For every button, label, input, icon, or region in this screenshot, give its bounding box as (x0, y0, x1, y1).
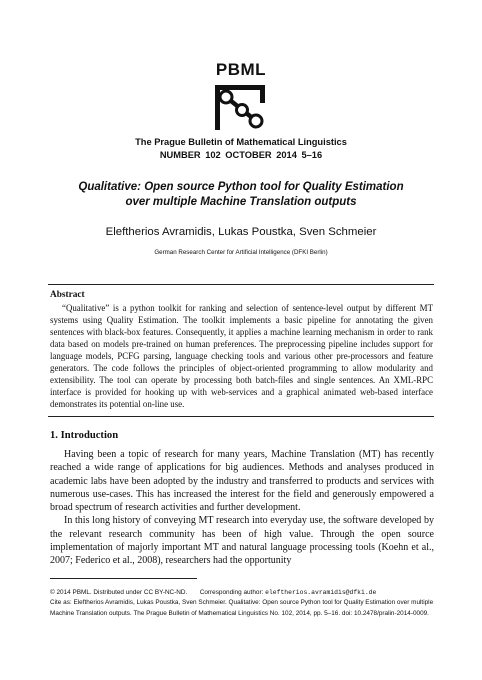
abstract-body (50, 302, 433, 410)
cite-as-text: Cite as: Eleftherios Avramidis, Lukas Poustka, Sven Schmeier. Qualitative: Open source Python tool for Quality Estimation over multiple Machine Translation outputs. The Prague Bulletin of Mathematical Linguistics No. 102, 2014, pp. 5–16. doi: 10.2478/pralin-2014-0009. (50, 599, 434, 617)
footnote (50, 588, 440, 619)
intro-paragraph-1: Having been a topic of research for many years, Machine Translation (MT) has recently reached a wide range of applications for big audiences. Methods and analyses produced in academic labs have been adopted by the industry and transferred to products and services with numerous use-cases. This has increased the interest for the field and generously empowered a broad spectrum of research activities and further development. (50, 449, 434, 514)
paper-title (0, 180, 482, 210)
section-body (50, 448, 434, 568)
license-text: © 2014 PBML. Distributed under CC BY-NC-ND. (50, 589, 188, 596)
abstract-text: “Qualitative” is a python toolkit for ranking and selection of sentence-level output by different MT systems using Quality Estimation. The toolkit implements a basic pipeline for annotating the given sentences with black-box features. Consequently, it applies a machine learning mechanism in order to rank data based on models pre-trained on human preferences. The preprocessing pipeline includes support for language models, PCFG parsing, language checking tools and various other pre-processors and feature generators. The code follows the principles of object-oriented programming to allow modularity and extensibility. The tool can operate by processing both batch-files and single sentences. An XML-RPC interface is provided for hooking up with web-services and a graphical animated web-based interface demonstrates its potential on-line use. (50, 303, 433, 409)
footnote-license-line (50, 588, 440, 598)
abstract-top-rule (48, 284, 434, 285)
abstract-bottom-rule (48, 416, 434, 417)
journal-logo-text: PBML (215, 60, 267, 79)
abstract-heading: Abstract (50, 290, 85, 300)
author-affiliation: German Research Center for Artificial Intelligence (DFKI Berlin) (154, 249, 328, 256)
intro-paragraph-2: In this long history of conveying MT research into everyday use, the software developed by the relevant research community has been of high value. Through the open source implementation of majorly important MT and natural language processing tools (Koehn et al., 2007; Federico et al., 2008), researchers had the opportunity (50, 515, 434, 567)
paper-title-line1: Qualitative: Open source Python tool for Quality Estimation (78, 181, 404, 193)
issue-info: NUMBER 102 OCTOBER 2014 5–16 (159, 150, 323, 160)
journal-name: The Prague Bulletin of Mathematical Linguistics (135, 137, 347, 147)
section-heading: 1. Introduction (50, 430, 119, 441)
corresponding-email[interactable]: eleftherios.avramidis@dfki.de (265, 589, 377, 596)
paper-title-line2: over multiple Machine Translation outputs (125, 196, 357, 208)
paper-authors: Eleftherios Avramidis, Lukas Poustka, Sven Schmeier (105, 226, 377, 238)
corresponding-label: Corresponding author: (199, 589, 264, 596)
footnote-rule (50, 578, 197, 579)
pbml-logo-icon (212, 80, 270, 134)
